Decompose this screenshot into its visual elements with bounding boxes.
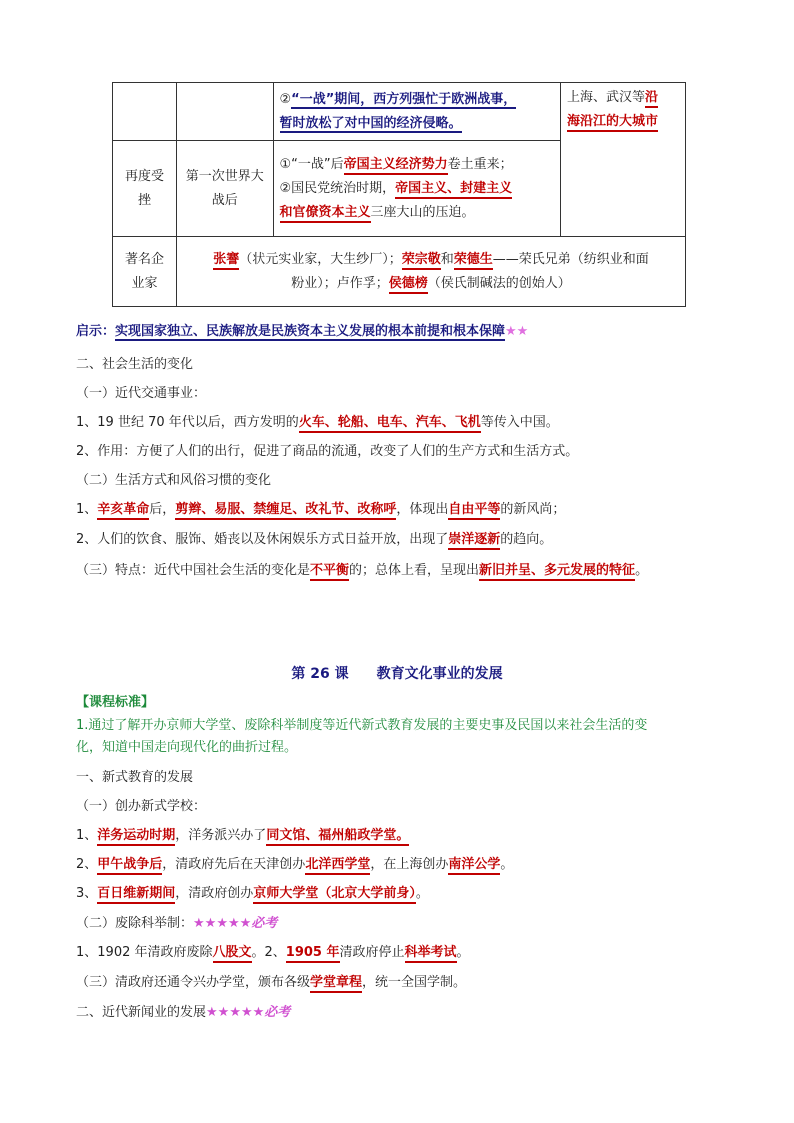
text: （三）清政府还通令兴办学堂，颁布各级	[76, 975, 311, 990]
star-icon: ★★★★★必考	[193, 916, 278, 931]
red-text: 帝国主义、封建主义	[395, 181, 512, 199]
standard-text	[76, 738, 297, 758]
label: 启示：	[76, 324, 116, 339]
heading: 二、社会生活的变化	[76, 357, 194, 372]
red-text: 荣宗敬	[402, 252, 441, 270]
cell-text: ——荣氏兄弟（纺织业和面	[492, 251, 649, 267]
paragraph	[76, 530, 552, 550]
lesson-title: 第 26 课 教育文化事业的发展	[291, 666, 503, 682]
table-cell	[177, 83, 274, 141]
text: 后，	[149, 502, 176, 517]
table-cell	[113, 141, 177, 237]
standard-label: 【课程标准】	[76, 695, 155, 710]
red-text: 张謇	[213, 252, 239, 270]
red-text: 剪辫、易服、禁缠足、改礼节、改称呼	[175, 502, 396, 520]
red-text: 崇洋逐新	[448, 532, 500, 550]
blue-text: 暂时放松了对中国的经济侵略。	[279, 115, 462, 131]
red-text: 火车、轮船、电车、汽车、飞机	[299, 415, 481, 433]
red-text: 学堂章程	[310, 975, 362, 993]
text: 。2、	[251, 945, 286, 960]
cell-text: （侯氏制碱法的创始人）	[427, 275, 571, 291]
cell-text: ①“一战”后	[279, 156, 344, 172]
text: ，洋务派兴办了	[175, 828, 267, 843]
table-cell	[177, 237, 686, 307]
cell-text: 第一次世界大战后	[185, 168, 264, 208]
paragraph	[76, 855, 513, 875]
text: 1、1902 年清政府废除	[76, 945, 213, 960]
table-cell	[177, 141, 274, 237]
text: 2、人们的饮食、服饰、婚丧以及休闲娱乐方式日益开放，出现了	[76, 532, 449, 547]
subheading	[76, 914, 277, 934]
heading	[76, 1003, 290, 1023]
cell-text: 卷土重来；	[447, 156, 513, 172]
red-text: 科举考试	[405, 945, 457, 963]
text: 化，知道中国走向现代化的曲折过程。	[76, 740, 298, 755]
text: 。	[415, 886, 429, 901]
text: 的新风尚；	[500, 502, 566, 517]
text: 1、	[76, 502, 98, 517]
red-text: 南洋公学	[448, 857, 500, 875]
paragraph	[76, 884, 429, 904]
cell-text: 三座大山的压迫。	[370, 204, 475, 220]
red-text: 和官僚资本主义	[280, 205, 371, 223]
red-text: 甲午战争后	[97, 857, 162, 875]
red-text: 自由平等	[448, 502, 500, 520]
text: ，清政府先后在天津创办	[162, 857, 306, 872]
red-text: 荣德生	[454, 252, 493, 270]
text: （二）废除科举制：	[76, 916, 194, 931]
paragraph	[76, 973, 466, 993]
red-text: 不平衡	[310, 563, 349, 581]
paragraph	[76, 943, 470, 963]
red-text: 北洋西学堂	[305, 857, 370, 875]
table-cell	[561, 83, 686, 237]
text: 。	[635, 563, 649, 578]
red-text: 八股文	[213, 945, 252, 963]
text: ，体现出	[396, 502, 449, 517]
text: 3、	[76, 886, 98, 901]
text: 的趋向。	[500, 532, 553, 547]
text: ，在上海创办	[370, 857, 449, 872]
insight-text: 实现国家独立、民族解放是民族资本主义发展的根本前提和根本保障	[115, 324, 506, 339]
text: 的；总体上看，呈现出	[349, 563, 480, 578]
paragraph: 2、作用：方便了人们的出行，促进了商品的流通，改变了人们的生产方式和生活方式。	[76, 444, 579, 459]
cell-text: 再度受挫	[124, 168, 164, 208]
cell-text: ②国民党统治时期，	[279, 180, 396, 196]
red-text: 百日维新期间	[97, 886, 175, 904]
red-text: 海沿江的大城市	[567, 114, 658, 132]
history-table	[112, 82, 686, 307]
red-text: 同文馆、福州船政学堂。	[266, 828, 409, 846]
table-cell	[273, 83, 561, 141]
paragraph	[76, 413, 559, 433]
cell-text: 粉业）；卢作孚；	[291, 275, 389, 291]
table-row	[113, 237, 686, 307]
text: 1、	[76, 828, 98, 843]
text: 1.通过了解开办京师大学堂、废除科举制度等近代新式教育发展的主要史事及民国以来社会生活的变	[76, 718, 648, 733]
cell-text: 著名企业家	[124, 251, 164, 291]
blue-text: “一战”期间，西方列强忙于欧洲战事，	[291, 91, 517, 107]
text: （三）特点：近代中国社会生活的变化是	[76, 563, 311, 578]
table-cell	[113, 237, 177, 307]
text: ，清政府创办	[175, 886, 254, 901]
standard-text	[76, 716, 647, 736]
star-icon: ★★★★★必考	[206, 1005, 291, 1020]
text: ，统一全国学制。	[362, 975, 467, 990]
text: 。	[500, 857, 514, 872]
cell-text: 和	[440, 251, 454, 267]
subheading: （二）生活方式和风俗习惯的变化	[76, 473, 272, 488]
text: 2、	[76, 857, 98, 872]
red-text: 沿	[645, 90, 658, 108]
text: 1、19 世纪 70 年代以后，西方发明的	[76, 415, 299, 430]
text: 清政府停止	[339, 945, 405, 960]
cell-text: （状元实业家，大生纱厂）；	[239, 251, 402, 267]
table-row	[113, 83, 686, 141]
red-text: 1905 年	[286, 945, 340, 963]
red-text: 京师大学堂（北京大学前身）	[253, 886, 416, 904]
red-text: 侯德榜	[389, 276, 428, 294]
heading: 一、新式教育的发展	[76, 770, 194, 785]
red-text: 辛亥革命	[97, 502, 149, 520]
cell-text: 上海、武汉等	[567, 90, 646, 105]
paragraph	[76, 500, 565, 520]
table-cell	[113, 83, 177, 141]
star-icon: ★★	[505, 324, 529, 339]
insight-line	[76, 322, 528, 342]
circle-num: ②	[279, 91, 292, 107]
subheading: （一）近代交通事业：	[76, 386, 207, 401]
red-text: 帝国主义经济势力	[344, 157, 448, 175]
text: 等传入中国。	[480, 415, 559, 430]
text: 。	[456, 945, 470, 960]
subheading: （一）创办新式学校：	[76, 799, 207, 814]
red-text: 洋务运动时期	[97, 828, 175, 846]
paragraph	[76, 561, 648, 581]
red-text: 新旧并呈、多元发展的特征	[479, 563, 635, 581]
paragraph	[76, 826, 409, 846]
table-cell	[273, 141, 561, 237]
text: 二、近代新闻业的发展	[76, 1005, 207, 1020]
